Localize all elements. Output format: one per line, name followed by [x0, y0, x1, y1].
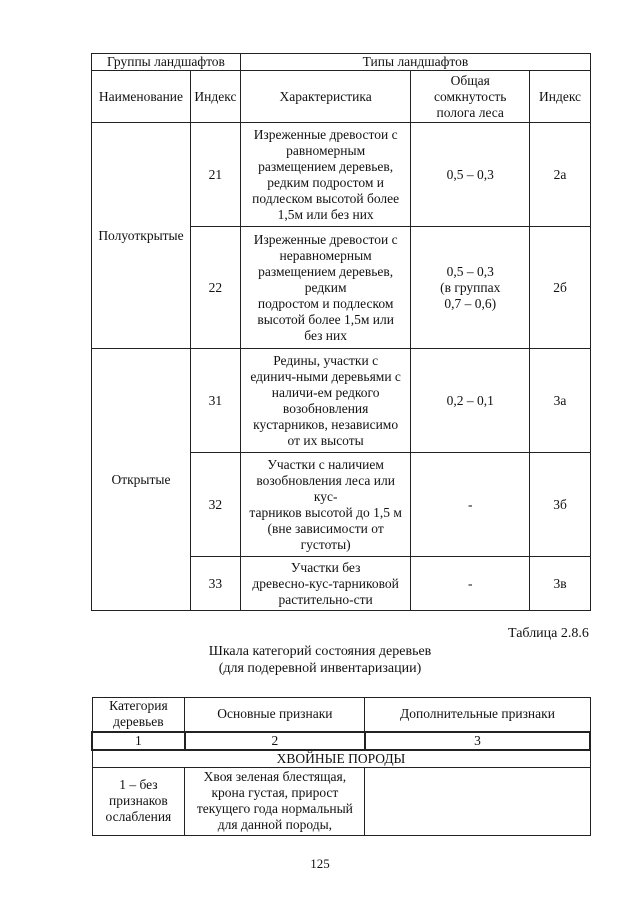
header-main-signs: Основные признаки — [185, 698, 365, 732]
row-characteristic: Участки с наличием возобновления леса или кус- тарников высотой до 1,5 м (вне зависимости от густоты) — [240, 453, 410, 557]
row-additional-signs — [365, 767, 590, 835]
header-canopy-closure: Общая сомкнутость полога леса — [411, 71, 530, 123]
row-closure: 0,5 – 0,3 — [411, 123, 530, 227]
row-characteristic: Редины, участки с единич-ными деревьями с наличи-ем редкого возобновления кустарников, независимо от их высоты — [240, 349, 410, 453]
row-index: 33 — [190, 557, 240, 611]
group-name: Открытые — [92, 349, 191, 611]
section-header-conifers: ХВОЙНЫЕ ПОРОДЫ — [92, 750, 590, 768]
column-number: 1 — [92, 732, 185, 750]
table-number: Таблица 2.8.6 — [508, 626, 589, 641]
row-index: 32 — [190, 453, 240, 557]
row-characteristic: Участки без древесно-кус-тарниковой растительно-сти — [240, 557, 410, 611]
table-title: Шкала категорий состояния деревьев — [208, 644, 432, 659]
row-type-index: 3б — [530, 453, 591, 557]
row-closure: - — [411, 557, 530, 611]
group-name: Полуоткрытые — [92, 123, 191, 349]
row-type-index: 3а — [530, 349, 591, 453]
tree-condition-table — [91, 697, 591, 836]
row-type-index: 3в — [530, 557, 591, 611]
column-number: 3 — [365, 732, 590, 750]
row-index: 22 — [190, 227, 240, 349]
header-landscape-groups: Группы ландшафтов — [92, 54, 241, 71]
row-closure: 0,2 – 0,1 — [411, 349, 530, 453]
row-closure: - — [411, 453, 530, 557]
header-landscape-types: Типы ландшафтов — [240, 54, 590, 71]
row-closure: 0,5 – 0,3 (в группах 0,7 – 0,6) — [411, 227, 530, 349]
row-characteristic: Изреженные древостои с равномерным размещением деревьев, редким подростом и подлеском высотой более 1,5м или без них — [240, 123, 410, 227]
row-index: 21 — [190, 123, 240, 227]
table-row — [92, 349, 591, 453]
table-subtitle: (для подеревной инвентаризации) — [218, 661, 422, 676]
page-number: 125 — [310, 856, 330, 871]
row-type-index: 2б — [530, 227, 591, 349]
row-type-index: 2а — [530, 123, 591, 227]
column-number: 2 — [185, 732, 365, 750]
header-characteristic: Характеристика — [240, 71, 410, 123]
landscape-types-table — [91, 53, 591, 611]
header-additional-signs: Дополнительные признаки — [365, 698, 590, 732]
header-group-index: Индекс — [190, 71, 240, 123]
table-row — [92, 123, 591, 227]
row-characteristic: Изреженные древостои с неравномерным размещением деревьев, редким подростом и подлеском высотой более 1,5м или без них — [240, 227, 410, 349]
table-row — [92, 767, 590, 835]
row-category: 1 – без признаков ослабления — [92, 767, 185, 835]
row-main-signs: Хвоя зеленая блестящая, крона густая, прирост текущего года нормальный для данной породы, — [185, 767, 365, 835]
header-type-index: Индекс — [530, 71, 591, 123]
row-index: 31 — [190, 349, 240, 453]
header-name: Наименование — [92, 71, 191, 123]
header-category: Категория деревьев — [92, 698, 185, 732]
